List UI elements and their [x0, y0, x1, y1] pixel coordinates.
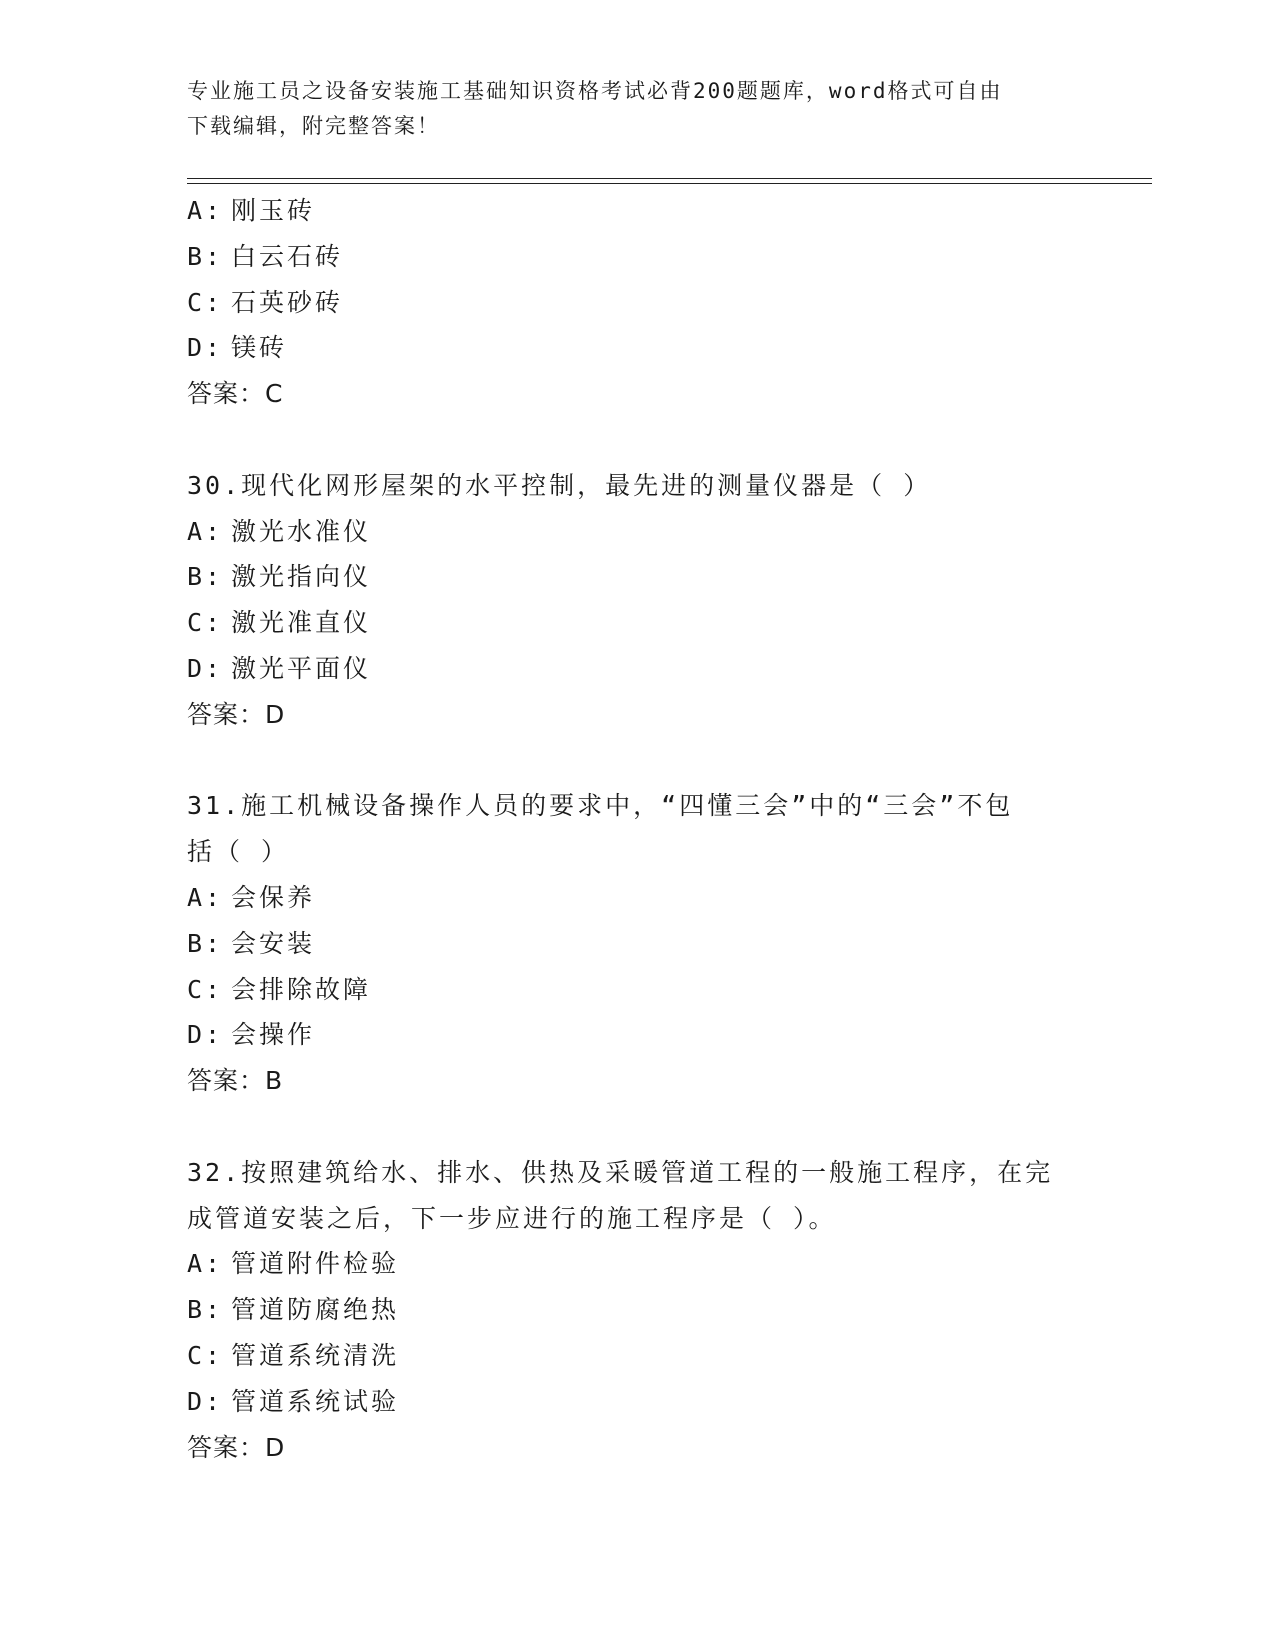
- option-text: 管道防腐绝热: [231, 1295, 400, 1325]
- header-line-2: 下载编辑，附完整答案！: [187, 114, 440, 138]
- option-b: [187, 234, 1087, 280]
- document-header: [187, 74, 1087, 144]
- option-text: 会安装: [231, 928, 316, 958]
- option-label: B:: [187, 928, 224, 958]
- option-label: B:: [187, 241, 224, 271]
- question-stem: 31.施工机械设备操作人员的要求中，“四懂三会”中的“三会”不包: [187, 791, 1014, 821]
- answer-line: 答案：B: [187, 1066, 284, 1096]
- question-stem: 32.按照建筑给水、排水、供热及采暖管道工程的一般施工程序，在完: [187, 1157, 1054, 1187]
- option-label: B:: [187, 562, 224, 592]
- option-b: [187, 554, 1087, 600]
- option-text: 激光水准仪: [231, 516, 372, 546]
- option-label: C:: [187, 974, 224, 1004]
- option-text: 激光准直仪: [231, 608, 372, 638]
- spacer: [187, 1104, 1087, 1150]
- option-text: 白云石砖: [231, 241, 344, 271]
- header-line-1: 专业施工员之设备安装施工基础知识资格考试必背200题题库，word格式可自由: [187, 79, 1003, 103]
- option-b: [187, 921, 1087, 967]
- option-text: 激光平面仪: [231, 653, 372, 683]
- option-a: [187, 509, 1087, 555]
- option-c: [187, 1333, 1087, 1379]
- option-text: 激光指向仪: [231, 562, 372, 592]
- spacer: [187, 417, 1087, 463]
- option-text: 镁砖: [231, 333, 288, 363]
- option-b: [187, 1287, 1087, 1333]
- option-text: 石英砂砖: [231, 287, 344, 317]
- option-text: 会操作: [231, 1020, 316, 1050]
- option-d: [187, 646, 1087, 692]
- option-a: [187, 1241, 1087, 1287]
- answer-line: 答案：C: [187, 379, 284, 409]
- question-list: [187, 188, 1087, 1470]
- header-rule-top: [187, 178, 1152, 179]
- option-c: [187, 280, 1087, 326]
- option-label: D:: [187, 653, 224, 683]
- option-label: D:: [187, 1020, 224, 1050]
- option-label: D:: [187, 333, 224, 363]
- option-c: [187, 967, 1087, 1013]
- option-label: C:: [187, 608, 224, 638]
- option-label: A:: [187, 1249, 224, 1279]
- option-label: D:: [187, 1386, 224, 1416]
- question-stem-continued: 括（ ）: [187, 837, 290, 867]
- option-label: A:: [187, 196, 224, 225]
- option-a: [187, 875, 1087, 921]
- option-text: 管道附件检验: [231, 1249, 400, 1279]
- option-d: [187, 1379, 1087, 1425]
- header-rule-bottom: [187, 183, 1152, 184]
- option-label: A:: [187, 882, 224, 912]
- answer-line: 答案：D: [187, 1432, 286, 1462]
- option-d: [187, 1012, 1087, 1058]
- option-d: [187, 325, 1087, 371]
- question-block-31: [187, 783, 1087, 1104]
- option-text: 会保养: [231, 882, 316, 912]
- option-text: 刚玉砖: [231, 196, 316, 225]
- question-block-32: [187, 1150, 1087, 1471]
- option-label: B:: [187, 1295, 224, 1325]
- question-stem-continued: 成管道安装之后，下一步应进行的施工程序是（ ）。: [187, 1203, 837, 1233]
- option-c: [187, 600, 1087, 646]
- option-label: A:: [187, 516, 224, 546]
- answer-line: 答案：D: [187, 699, 286, 729]
- option-text: 管道系统试验: [231, 1386, 400, 1416]
- option-a: [187, 188, 1087, 234]
- option-label: C:: [187, 287, 224, 317]
- option-text: 管道系统清洗: [231, 1340, 400, 1370]
- spacer: [187, 738, 1087, 784]
- question-block-29: [187, 188, 1087, 417]
- option-text: 会排除故障: [231, 974, 372, 1004]
- question-block-30: [187, 463, 1087, 738]
- option-label: C:: [187, 1340, 224, 1370]
- question-stem: 30.现代化网形屋架的水平控制，最先进的测量仪器是（ ）: [187, 470, 932, 500]
